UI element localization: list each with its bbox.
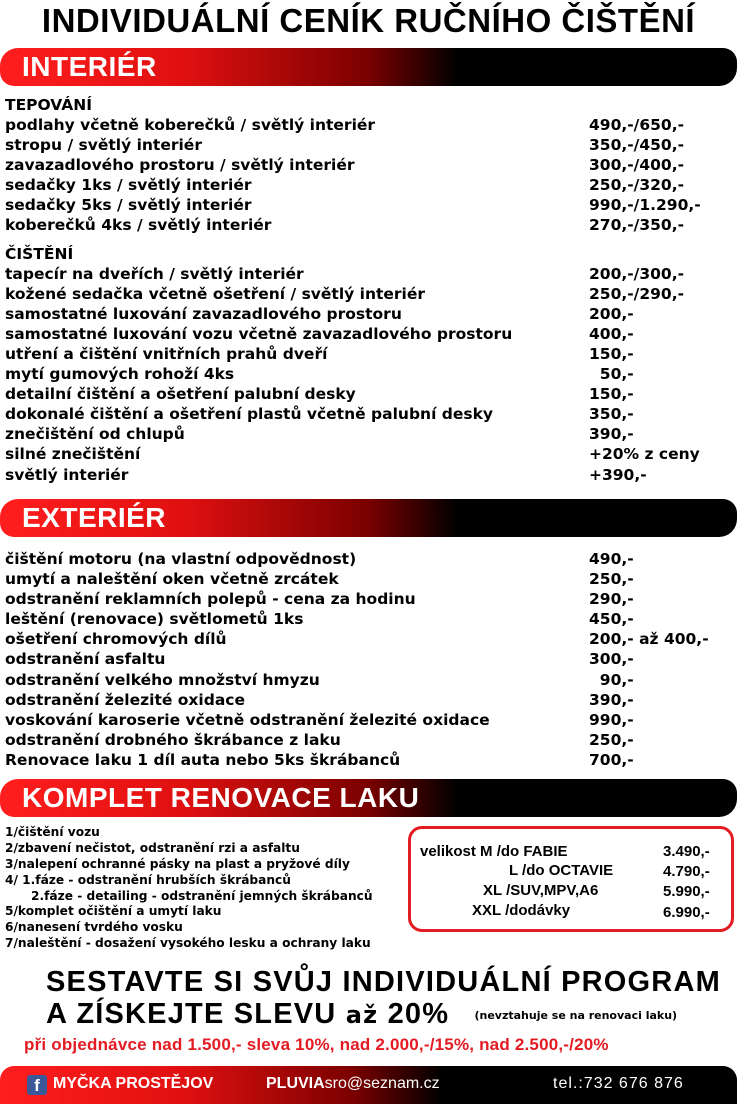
- exterier-header-bar: [0, 499, 737, 537]
- service-name: umytí a naleštění oken včetně zrcátek: [5, 570, 339, 589]
- service-name: odstranění železité oxidace: [5, 690, 246, 709]
- price-row: [5, 424, 737, 444]
- tepovani-subheading: TEPOVÁNÍ: [5, 96, 92, 114]
- price-row: [5, 404, 737, 424]
- service-name: sedačky 1ks / světlý interiér: [5, 176, 252, 195]
- price-row: [5, 304, 737, 324]
- komplet-heading: KOMPLET RENOVACE LAKU: [22, 782, 420, 813]
- service-price: 390,-: [589, 690, 634, 709]
- service-name: samostatné luxování vozu včetně zavazadlového prostoru: [5, 324, 513, 343]
- service-name: kožené sedačka včetně ošetření / světlý interiér: [5, 284, 426, 303]
- service-price: 300,-/400,-: [589, 156, 685, 175]
- price-row: [5, 649, 737, 669]
- service-price: 990,-/1.290,-: [589, 196, 701, 215]
- service-price: 250,-/290,-: [589, 284, 685, 303]
- discount-line: při objednávce nad 1.500,- sleva 10%, nad 2.000,-/15%, nad 2.500,-/20%: [24, 1035, 609, 1054]
- step-item: 2.fáze - detailing - odstranění jemných škrábanců: [31, 888, 373, 903]
- price-row: [5, 195, 737, 215]
- service-name: Renovace laku 1 díl auta nebo 5ks škrábanců: [5, 750, 401, 769]
- service-price: 200,- až 400,-: [589, 630, 709, 649]
- service-price: 450,-: [589, 610, 634, 629]
- service-name: ošetření chromových dílů: [5, 630, 227, 649]
- price-row: [5, 324, 737, 344]
- service-name: detailní čištění a ošetření palubní desky: [5, 385, 356, 404]
- service-name: odstranění velkého množství hmyzu: [5, 670, 320, 689]
- price-row: [5, 344, 737, 364]
- price-row: [5, 589, 737, 609]
- price-row: [5, 384, 737, 404]
- renovation-steps-list: [5, 825, 405, 952]
- service-name: samostatné luxování zavazadlového prostoru: [5, 304, 402, 323]
- service-name: dokonalé čištění a ošetření plastů včetně palubní desky: [5, 405, 494, 424]
- email-domain: sro@seznam.cz: [324, 1075, 440, 1092]
- service-price: 490,-/650,-: [589, 116, 685, 134]
- promo-line2-az: až: [345, 1001, 379, 1029]
- price-row: [5, 629, 737, 649]
- service-price: 200,-: [589, 304, 634, 323]
- service-name: tapecír na dveřích / světlý interiér: [5, 264, 304, 283]
- service-price: +20% z ceny: [589, 445, 700, 464]
- phone-number[interactable]: tel.:732 676 876: [553, 1075, 684, 1092]
- size-price: 5.990,-: [663, 883, 710, 900]
- service-name: odstranění drobného škrábance z laku: [5, 730, 341, 749]
- size-label: velikost M /do FABIE: [420, 843, 568, 860]
- size-label: L /do OCTAVIE: [509, 862, 614, 879]
- service-name: utření a čištění vnitřních prahů dveří: [5, 344, 328, 363]
- service-price: 200,-/300,-: [589, 264, 685, 283]
- step-item: 2/zbavení nečistot, odstranění rzi a asfaltu: [5, 840, 300, 855]
- service-name: mytí gumových rohoží 4ks: [5, 365, 235, 384]
- service-name: silné znečištění: [5, 445, 141, 464]
- service-price: 270,-/350,-: [589, 216, 685, 235]
- service-name: stropu / světlý interiér: [5, 136, 202, 155]
- interier-section: [5, 95, 737, 485]
- promo-line2-percent: 20%: [387, 998, 450, 1030]
- price-row: [5, 670, 737, 690]
- facebook-icon[interactable]: f: [27, 1075, 47, 1095]
- business-name: MYČKA PROSTĚJOV: [53, 1075, 214, 1092]
- interier-header-bar: [0, 48, 737, 86]
- price-row: [5, 690, 737, 710]
- service-name: odstranění asfaltu: [5, 650, 166, 669]
- price-row: [5, 444, 737, 464]
- promo-headline-line2: [46, 998, 677, 1031]
- service-name: znečištění od chlupů: [5, 425, 185, 444]
- price-row: [5, 215, 737, 235]
- price-row: [5, 730, 737, 750]
- service-price: 990,-: [589, 710, 634, 729]
- service-price: 250,-/320,-: [589, 176, 685, 195]
- service-name: zavazadlového prostoru / světlý interiér: [5, 156, 355, 175]
- cisteni-subheading: ČIŠTĚNÍ: [5, 244, 74, 263]
- service-name: odstranění reklamních polepů - cena za hodinu: [5, 590, 416, 609]
- price-row: [5, 135, 737, 155]
- size-label: XXL /dodávky: [472, 902, 571, 919]
- step-item: 7/naleštění - dosažení vysokého lesku a ochrany laku: [5, 936, 371, 951]
- service-price: 250,-: [589, 570, 634, 589]
- size-price: 3.490,-: [663, 843, 710, 860]
- service-price: 400,-: [589, 324, 634, 343]
- service-name: čištění motoru (na vlastní odpovědnost): [5, 550, 357, 568]
- exterier-heading: EXTERIÉR: [22, 502, 167, 533]
- service-price: 150,-: [589, 344, 634, 363]
- exterier-section: [5, 549, 737, 770]
- service-name: podlahy včetně koberečků / světlý interiér: [5, 116, 376, 134]
- step-item: 6/nanesení tvrdého vosku: [5, 920, 183, 935]
- price-row: [5, 569, 737, 589]
- komplet-header-bar: [0, 779, 737, 817]
- price-row: [5, 175, 737, 195]
- service-price: 700,-: [589, 750, 634, 769]
- size-price: 6.990,-: [663, 904, 710, 921]
- price-row: [5, 284, 737, 304]
- email-link[interactable]: [266, 1075, 440, 1093]
- service-price: 90,-: [589, 670, 634, 689]
- service-name: sedačky 5ks / světlý interiér: [5, 196, 252, 215]
- promo-headline-line1: SESTAVTE SI SVŮJ INDIVIDUÁLNÍ PROGRAM: [46, 966, 721, 998]
- service-price: 150,-: [589, 385, 634, 404]
- promo-line2-text: A ZÍSKEJTE SLEVU: [46, 998, 337, 1030]
- step-item: 5/komplet očištění a umytí laku: [5, 904, 222, 919]
- interier-heading: INTERIÉR: [22, 51, 157, 82]
- price-row: [5, 155, 737, 175]
- service-price: 300,-: [589, 650, 634, 669]
- size-price: 4.790,-: [663, 863, 710, 880]
- size-price-box: [408, 826, 734, 932]
- email-user: PLUVIA: [266, 1075, 325, 1092]
- price-row: [5, 465, 737, 485]
- promo-note: (nevztahuje se na renovaci laku): [474, 1008, 678, 1022]
- service-price: +390,-: [589, 465, 647, 484]
- service-name: koberečků 4ks / světlý interiér: [5, 216, 272, 235]
- step-item: 3/nalepení ochranné pásky na plast a pryžové díly: [5, 856, 350, 871]
- step-item: 4/ 1.fáze - odstranění hrubších škrábanců: [5, 872, 291, 887]
- price-row: [5, 549, 737, 569]
- price-row: [5, 750, 737, 770]
- price-row: [5, 609, 737, 629]
- price-row: [5, 710, 737, 730]
- cisteni-list: [5, 264, 737, 485]
- service-price: 490,-: [589, 550, 634, 568]
- footer-bar: [0, 1066, 737, 1104]
- service-price: 350,-: [589, 405, 634, 424]
- page-title: INDIVIDUÁLNÍ CENÍK RUČNÍHO ČIŠTĚNÍ: [41, 2, 696, 39]
- exterier-list: [5, 549, 737, 770]
- service-name: voskování karoserie včetně odstranění železité oxidace: [5, 710, 490, 729]
- price-row: [5, 264, 737, 284]
- service-price: 390,-: [589, 425, 634, 444]
- price-row: [5, 115, 737, 135]
- service-price: 350,-/450,-: [589, 136, 685, 155]
- service-price: 290,-: [589, 590, 634, 609]
- price-row: [5, 364, 737, 384]
- service-price: 50,-: [589, 365, 634, 384]
- size-label: XL /SUV,MPV,A6: [483, 882, 599, 899]
- service-name: světlý interiér: [5, 465, 129, 484]
- tepovani-list: [5, 115, 737, 236]
- service-name: leštění (renovace) světlometů 1ks: [5, 610, 304, 629]
- step-item: 1/čištění vozu: [5, 825, 100, 839]
- service-price: 250,-: [589, 730, 634, 749]
